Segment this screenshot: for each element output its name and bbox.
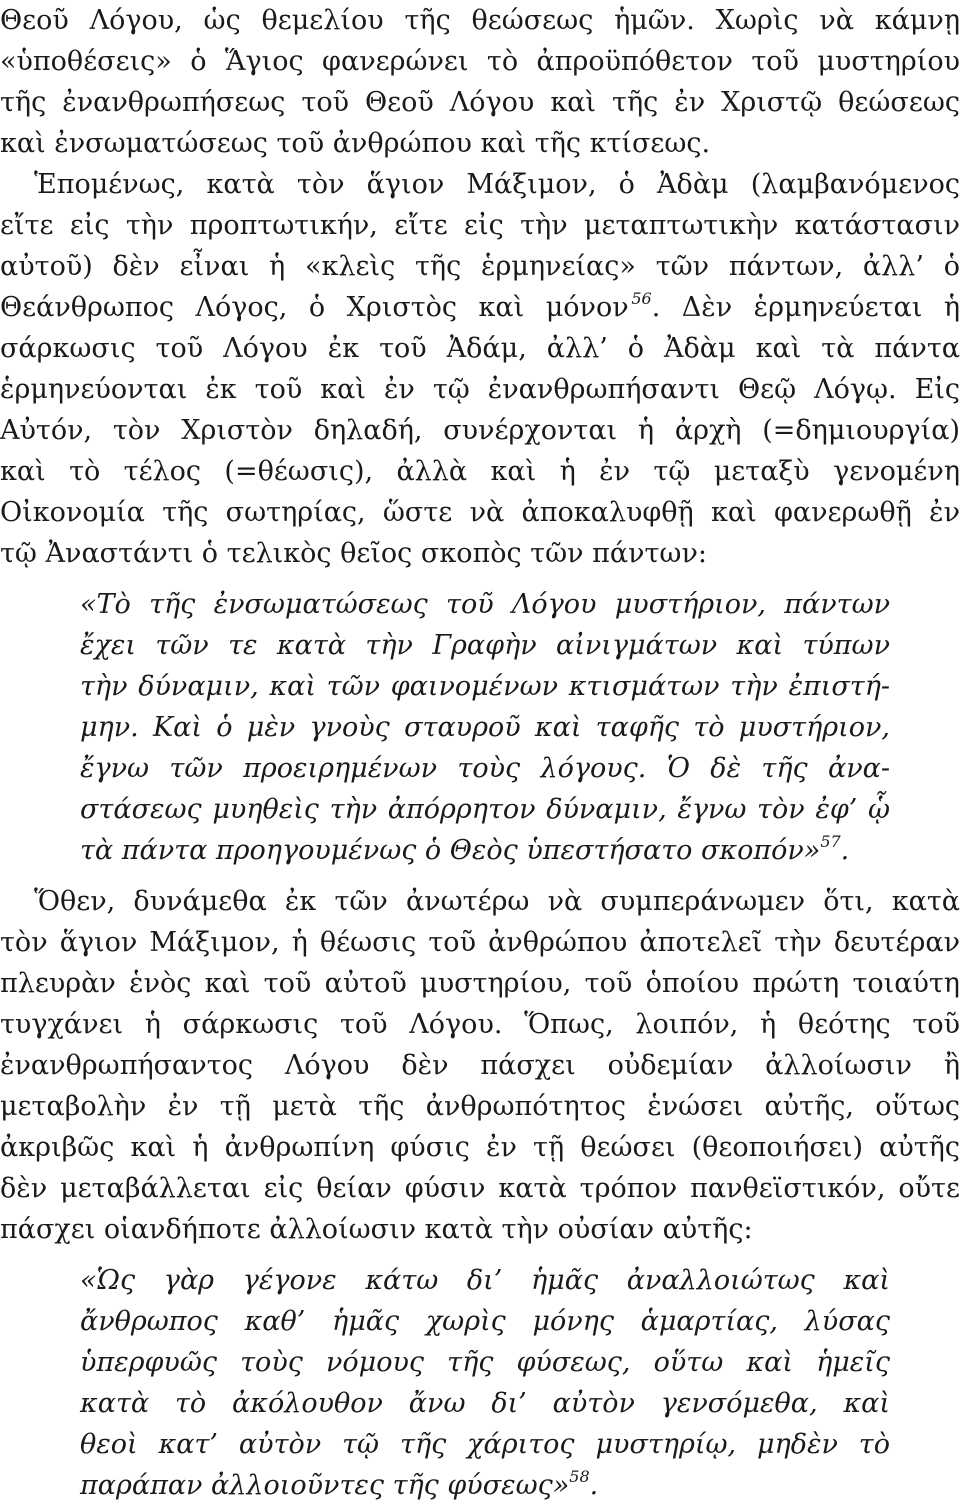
text-line: Ἑπομένως, κατὰ τὸν ἅγιον Μάξιμον, ὁ Ἀδὰμ (λαμβανόμενος — [34, 169, 960, 200]
quote-line: ὑπερφυῶς τοὺς νόμους τῆς φύσεως, οὕτω καὶ ἡμεῖς — [80, 1347, 890, 1378]
text-line: τυγχάνει ἡ σάρκωσις τοῦ Λόγου. Ὅπως, λοιπόν, ἡ θεότης τοῦ — [0, 1009, 960, 1040]
text-line: πάσχει οἱανδήποτε ἀλλοίωσιν κατὰ τὴν οὐσίαν αὐτῆς: — [0, 1214, 753, 1245]
text-line: ἑρμηνεύονται ἐκ τοῦ καὶ ἐν τῷ ἐνανθρωπήσαντι Θεῷ Λόγῳ. Εἰς — [0, 374, 960, 405]
text-line: δὲν μεταβάλλεται εἰς θείαν φύσιν κατὰ τρόπον πανθεϊστικόν, οὔτε — [0, 1173, 960, 1204]
quote-line: «Ὡς γὰρ γέγονε κάτω δι’ ἡμᾶς ἀναλλοιώτως καὶ — [80, 1265, 890, 1296]
quote-line — [0, 1465, 960, 1506]
text-line: τῆς ἐνανθρωπήσεως τοῦ Θεοῦ Λόγου καὶ τῆς ἐν Χριστῷ θεώσεως — [0, 87, 960, 118]
text-line: μεταβολὴν ἐν τῇ μετὰ τῆς ἀνθρωπότητος ἑνώσει αὐτῆς, οὕτως — [0, 1091, 960, 1122]
text-line: Θεοῦ Λόγου, ὡς θεμελίου τῆς θεώσεως ἡμῶν. Χωρὶς νὰ κάμνῃ — [0, 5, 960, 36]
footnote-marker-57[interactable]: 57 — [820, 832, 841, 851]
paragraph-2 — [0, 164, 960, 574]
footnote-marker-56[interactable]: 56 — [631, 289, 652, 308]
quote-line: μην. Καὶ ὁ μὲν γνοὺς σταυροῦ καὶ ταφῆς τὸ μυστήριον, — [80, 712, 890, 743]
text-line: αὐτοῦ) δὲν εἶναι ἡ «κλεὶς τῆς ἑρμηνείας» τῶν πάντων, ἀλλ’ ὁ — [0, 251, 960, 282]
text-line: ἐνανθρωπήσαντος Λόγου δὲν πάσχει οὐδεμίαν ἀλλοίωσιν ἢ — [0, 1050, 960, 1081]
paragraph-3 — [0, 881, 960, 1250]
text-line: τῷ Ἀναστάντι ὁ τελικὸς θεῖος σκοπὸς τῶν πάντων: — [0, 538, 707, 569]
text-line: «ὑποθέσεις» ὁ Ἅγιος φανερώνει τὸ ἀπροϋπόθετον τοῦ μυστηρίου — [0, 46, 960, 77]
footnote-marker-58[interactable]: 58 — [569, 1467, 590, 1486]
paragraph-1 — [0, 0, 960, 164]
text-line: Οἰκονομία τῆς σωτηρίας, ὥστε νὰ ἀποκαλυφθῇ καὶ φανερωθῇ ἐν — [0, 497, 960, 528]
text-segment: . — [840, 835, 850, 866]
text-line: Ὅθεν, δυνάμεθα ἐκ τῶν ἀνωτέρω νὰ συμπεράνωμεν ὅτι, κατὰ — [34, 886, 960, 917]
text-segment: τὰ πάντα προηγουμένως ὁ Θεὸς ὑπεστήσατο σκοπόν» — [80, 835, 821, 866]
quote-line — [0, 830, 960, 871]
quote-line: θεοὶ κατ’ αὐτὸν τῷ τῆς χάριτος μυστηρίῳ, μηδὲν τὸ — [80, 1429, 890, 1460]
quote-line: «Τὸ τῆς ἐνσωματώσεως τοῦ Λόγου μυστήριον, πάντων — [80, 589, 890, 620]
text-line: ἀκριβῶς καὶ ἡ ἀνθρωπίνη φύσις ἐν τῇ θεώσει (θεοποιήσει) αὐτῆς — [0, 1132, 960, 1163]
quote-line: τὴν δύναμιν, καὶ τῶν φαινομένων κτισμάτων τὴν ἐπιστή- — [80, 671, 890, 702]
text-segment: . — [589, 1470, 599, 1501]
text-line: σάρκωσις τοῦ Λόγου ἐκ τοῦ Ἀδάμ, ἀλλ’ ὁ Ἀδὰμ καὶ τὰ πάντα — [0, 333, 960, 364]
text-line: καὶ τὸ τέλος (=θέωσις), ἀλλὰ καὶ ἡ ἐν τῷ μεταξὺ γενομένη — [0, 456, 960, 487]
quote-line: ἄνθρωπος καθ’ ἡμᾶς χωρὶς μόνης ἁμαρτίας, λύσας — [80, 1306, 890, 1337]
quote-line: ἔχει τῶν τε κατὰ τὴν Γραφὴν αἰνιγμάτων καὶ τύπων — [80, 630, 890, 661]
text-segment: . Δὲν ἑρμηνεύεται ἡ — [651, 292, 960, 323]
text-segment: παράπαν ἀλλοιοῦντες τῆς φύσεως» — [80, 1470, 570, 1501]
block-quote-2 — [0, 1260, 960, 1506]
text-line: εἴτε εἰς τὴν προπτωτικήν, εἴτε εἰς τὴν μεταπτωτικὴν κατάστασιν — [0, 210, 960, 241]
text-line — [0, 287, 960, 328]
text-line: Αὐτόν, τὸν Χριστὸν δηλαδή, συνέρχονται ἡ ἀρχὴ (=δημιουργία) — [0, 415, 960, 446]
block-quote-1 — [0, 584, 960, 871]
quote-line: ἔγνω τῶν προειρημένων τοὺς λόγους. Ὁ δὲ τῆς ἀνα- — [80, 753, 890, 784]
text-line: τὸν ἅγιον Μάξιμον, ἡ θέωσις τοῦ ἀνθρώπου ἀποτελεῖ τὴν δευτέραν — [0, 927, 960, 958]
quote-line: κατὰ τὸ ἀκόλουθον ἄνω δι’ αὐτὸν γενσόμεθα, καὶ — [80, 1388, 890, 1419]
text-line: καὶ ἐνσωματώσεως τοῦ ἀνθρώπου καὶ τῆς κτίσεως. — [0, 128, 711, 159]
text-segment: Θεάνθρωπος Λόγος, ὁ Χριστὸς καὶ μόνον — [0, 292, 629, 323]
text-line: πλευρὰν ἑνὸς καὶ τοῦ αὐτοῦ μυστηρίου, τοῦ ὁποίου πρώτη τοιαύτη — [0, 968, 960, 999]
quote-line: στάσεως μυηθεὶς τὴν ἀπόρρητον δύναμιν, ἔγνω τὸν ἐφ’ ᾧ — [80, 794, 890, 825]
